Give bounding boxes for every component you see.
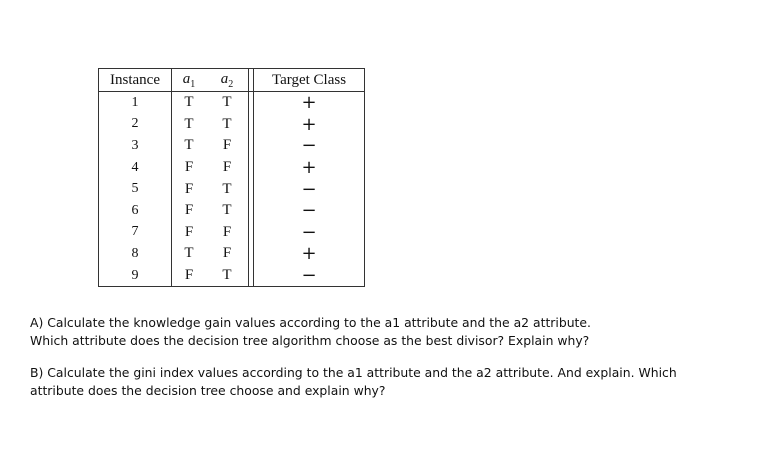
cell-a2: T (206, 200, 249, 222)
cell-a1: T (184, 94, 194, 111)
question-a (30, 314, 677, 350)
header-a2-letter: a (220, 70, 229, 87)
question-b-line-1: B) Calculate the gini index values according to the a1 attribute and the a2 attribute. And explain. Which (30, 365, 677, 380)
cell-instance: 5 (99, 178, 172, 200)
questions-section (30, 314, 677, 400)
table-row (99, 178, 365, 200)
table-row (99, 265, 365, 287)
question-a-line-2: Which attribute does the decision tree algorithm choose as the best divisor? Explain why? (30, 333, 590, 348)
cell-a1: T (184, 245, 194, 262)
question-b (30, 364, 677, 400)
table-row (99, 157, 365, 179)
table-row (99, 243, 365, 265)
cell-target: − (254, 265, 365, 287)
header-instance: Instance (99, 69, 172, 92)
cell-a1: F (184, 223, 194, 240)
table-row (99, 222, 365, 244)
cell-a1: T (184, 115, 194, 132)
question-a-line-1: A) Calculate the knowledge gain values according to the a1 attribute and the a2 attribute. (30, 315, 591, 330)
cell-a2: T (206, 92, 249, 114)
cell-target: + (254, 92, 365, 114)
cell-instance: 3 (99, 135, 172, 157)
cell-instance: 1 (99, 92, 172, 114)
header-a1 (172, 69, 207, 92)
cell-a2: T (206, 114, 249, 136)
table-row (99, 114, 365, 136)
header-a2-subscript: 2 (228, 78, 234, 90)
table-row (99, 200, 365, 222)
cell-target: + (254, 114, 365, 136)
dataset-table-container (98, 68, 365, 287)
cell-instance: 6 (99, 200, 172, 222)
cell-instance: 2 (99, 114, 172, 136)
cell-a2: F (206, 243, 249, 265)
cell-instance: 9 (99, 265, 172, 287)
table-row (99, 135, 365, 157)
table-header-row (99, 69, 365, 92)
header-target-class: Target Class (254, 69, 365, 92)
dataset-table (98, 68, 365, 287)
cell-a1: F (184, 202, 194, 219)
cell-instance: 8 (99, 243, 172, 265)
header-a1-subscript: 1 (190, 78, 196, 90)
cell-a1: F (184, 159, 194, 176)
cell-a2: F (206, 157, 249, 179)
cell-instance: 7 (99, 222, 172, 244)
cell-target: − (254, 178, 365, 200)
cell-instance: 4 (99, 157, 172, 179)
cell-a2: F (206, 222, 249, 244)
cell-target: − (254, 222, 365, 244)
cell-a2: T (206, 178, 249, 200)
cell-a1: F (184, 180, 194, 197)
cell-target: + (254, 243, 365, 265)
cell-a2: F (206, 135, 249, 157)
table-row (99, 92, 365, 114)
cell-a1: F (172, 265, 207, 287)
question-b-line-2: attribute does the decision tree choose and explain why? (30, 383, 386, 398)
header-a2 (206, 69, 249, 92)
cell-target: − (254, 200, 365, 222)
cell-a1: T (184, 137, 194, 154)
header-a1-letter: a (182, 70, 191, 87)
cell-target: − (254, 135, 365, 157)
cell-target: + (254, 157, 365, 179)
cell-a2: T (206, 265, 249, 287)
